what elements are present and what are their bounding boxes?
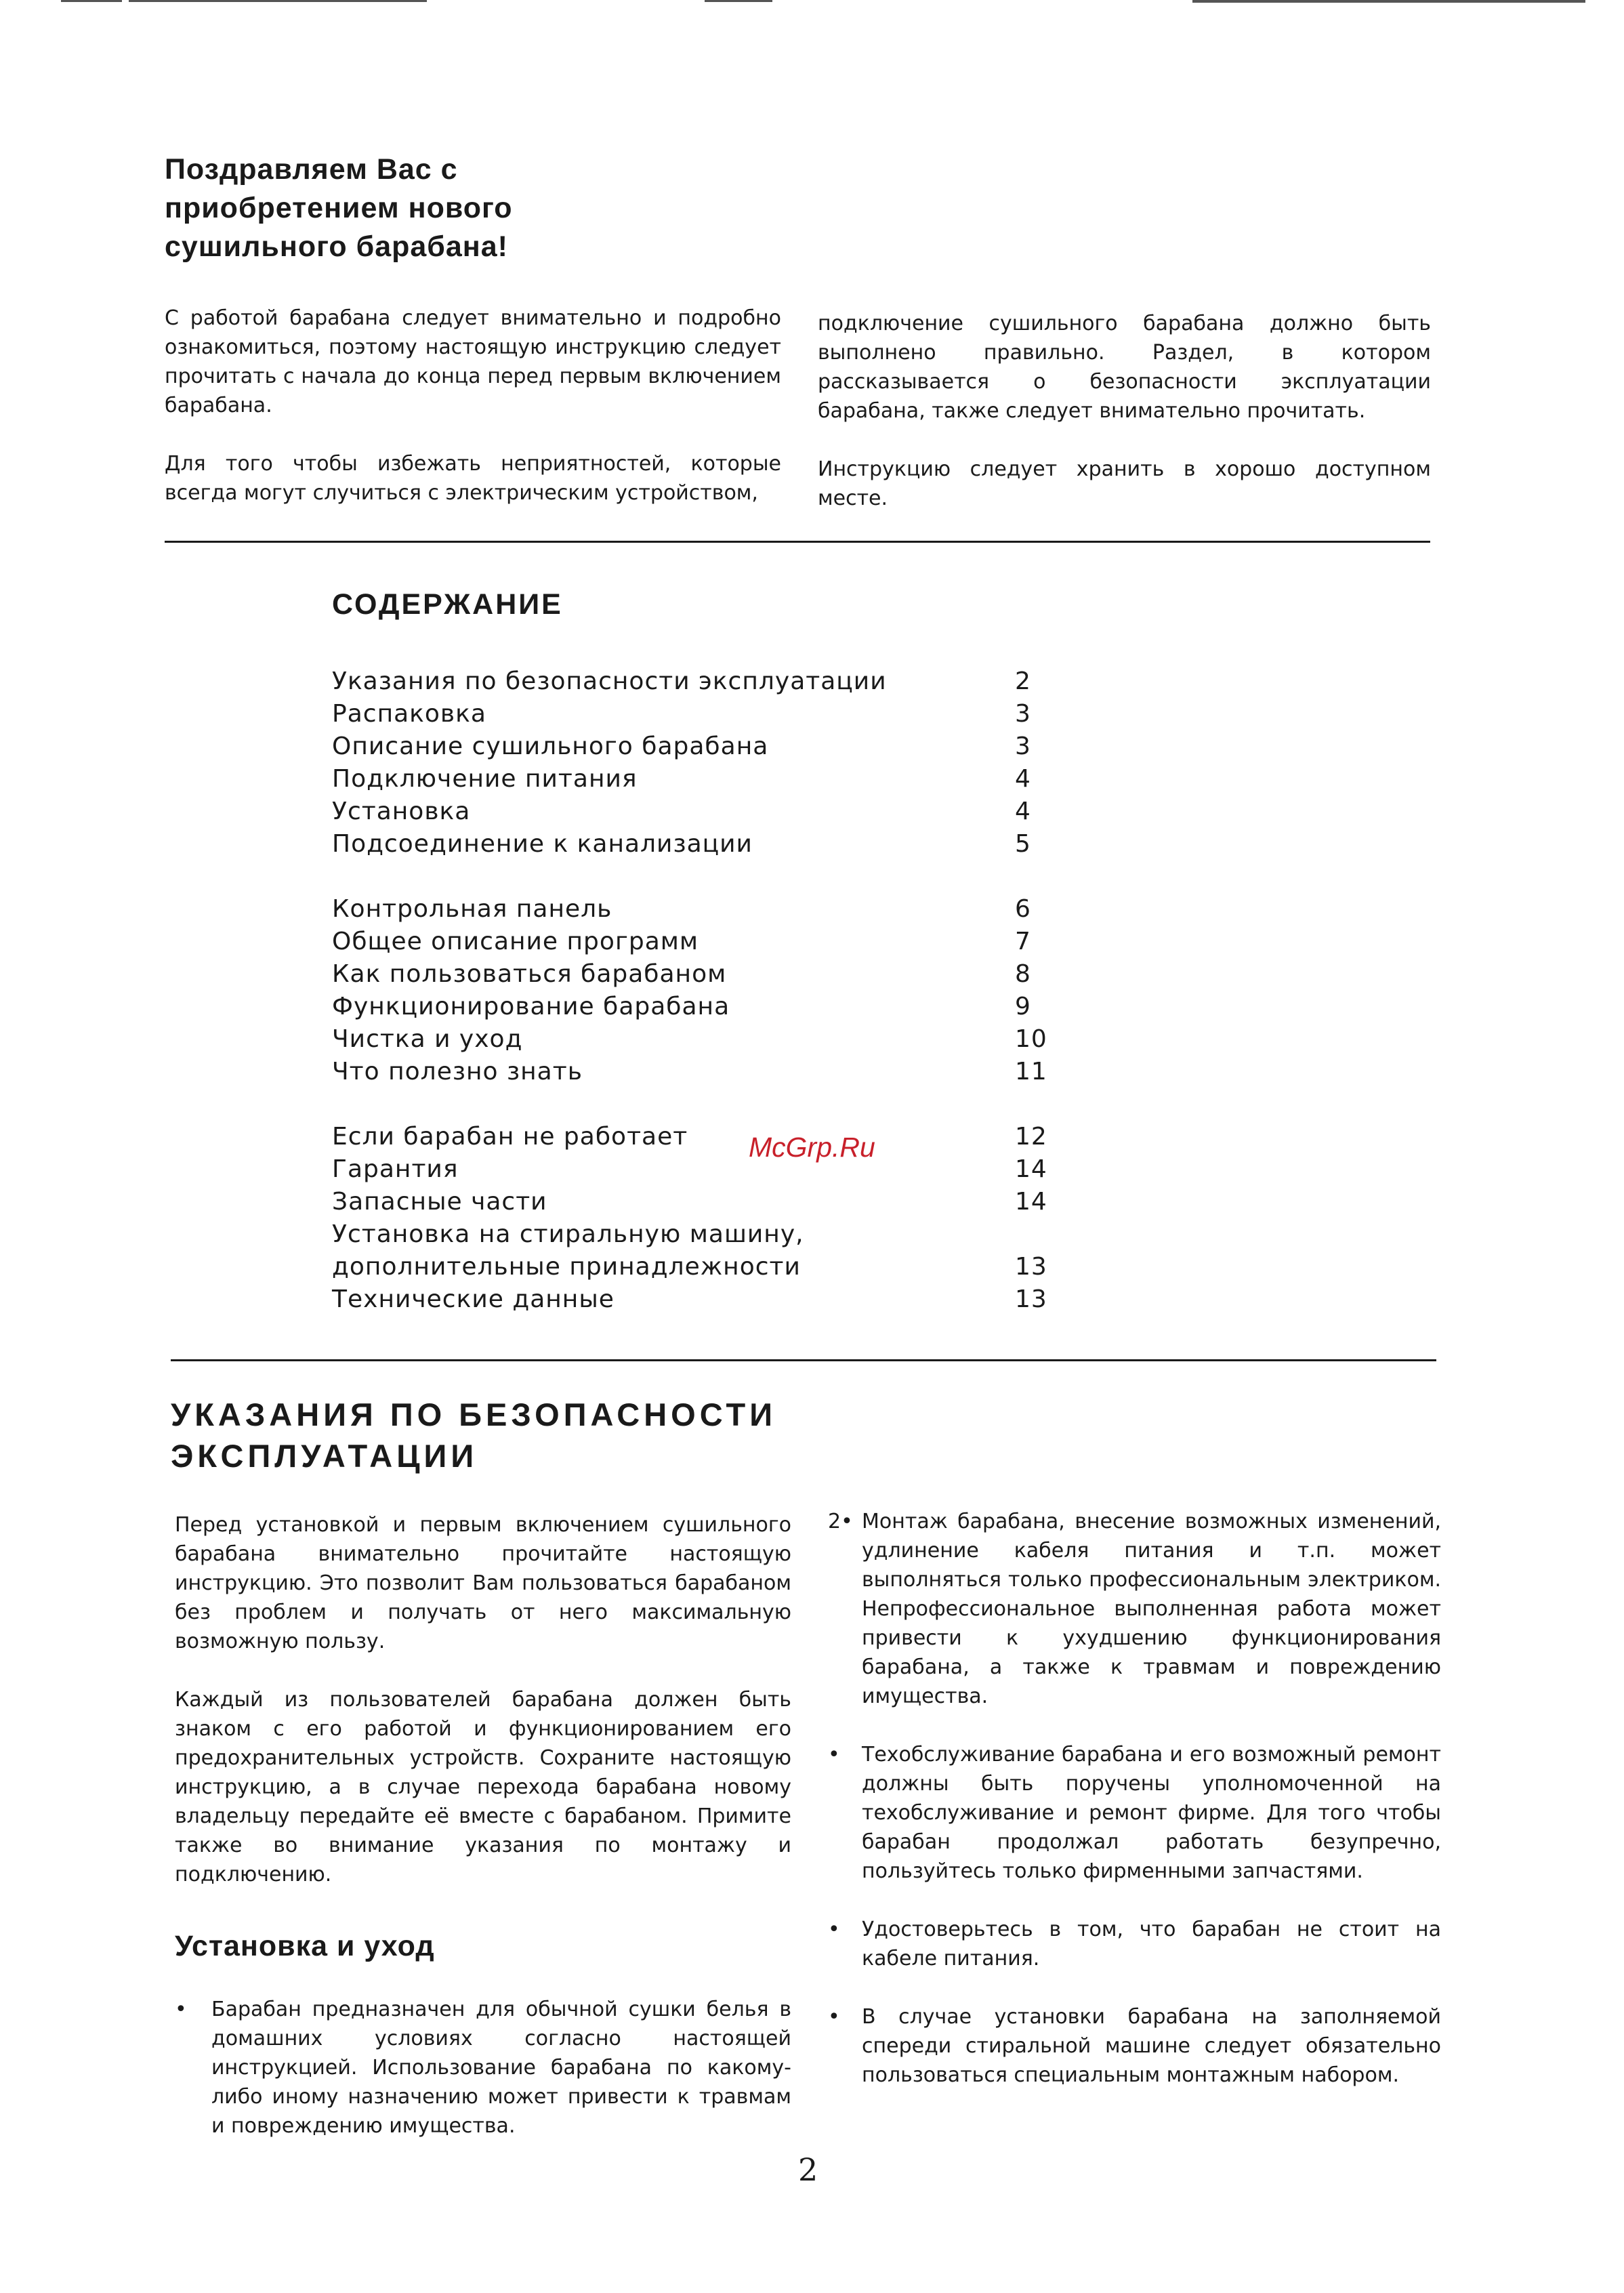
toc-item [332, 1056, 1077, 1088]
toc-item [332, 893, 1077, 926]
toc-item [332, 1251, 1077, 1283]
safety-heading: УКАЗАНИЯ ПО БЕЗОПАСНОСТИ ЭКСПЛУАТАЦИИ [171, 1397, 776, 1474]
toc-item-page: 12 [1015, 1123, 1047, 1151]
toc-item-title: Запасные части [332, 1188, 547, 1216]
toc-item-page: 9 [1015, 993, 1031, 1020]
toc-item-page: 14 [1015, 1188, 1047, 1216]
intro-paragraph: Инструкцию следует хранить в хорошо доступном месте. [818, 457, 1431, 510]
bullet-text: Барабан предназначен для обычной сушки белья в домашних условиях согласно настоящей инструкцией. Использование барабана по какому-либо иному назначению может привести к травмам и повреждению имущества. [211, 1998, 791, 2138]
toc-item-page: 13 [1015, 1285, 1047, 1313]
toc-item [332, 926, 1077, 958]
toc-item [332, 1283, 1077, 1316]
toc-heading: СОДЕРЖАНИЕ [332, 588, 563, 621]
toc-item [332, 1153, 1077, 1186]
watermark: McGrp.Ru [749, 1132, 875, 1163]
divider [171, 1359, 1436, 1361]
toc-item [332, 698, 1077, 730]
toc-item-title: Общее описание программ [332, 928, 699, 955]
bullet-icon: • [828, 2005, 840, 2029]
toc-item-title: Подсоединение к канализации [332, 830, 753, 858]
bullet-item [828, 1740, 1441, 1886]
bullet-text: Удостоверьтесь в том, что барабан не стоит на кабеле питания. [862, 1918, 1441, 1970]
intro-right-column [818, 309, 1431, 513]
toc-item-page: 3 [1015, 700, 1031, 728]
toc-item-title: Контрольная панель [332, 895, 612, 923]
bullet-icon: • [828, 1743, 840, 1767]
intro-paragraph: Для того чтобы избежать неприятностей, которые всегда могут случиться с электрическим устройством, [165, 452, 781, 505]
toc-item-page: 7 [1015, 928, 1031, 955]
toc-item-title: Установка [332, 798, 471, 825]
divider [165, 541, 1430, 543]
bullet-text: Техобслуживание барабана и его возможный ремонт должны быть поручены уполномоченной на техобслуживание и ремонт фирме. Для того чтобы барабан продолжал работать безупречно, пользуйтесь только фирменными запчастями. [862, 1743, 1441, 1883]
toc-item-page: 6 [1015, 895, 1031, 923]
toc-item-title: Если барабан не работает [332, 1123, 688, 1151]
toc-item [332, 763, 1077, 796]
safety-left-column [175, 1510, 791, 1889]
toc-item-title: Что полезно знать [332, 1058, 583, 1086]
toc-item [332, 1186, 1077, 1218]
toc-item-page: 8 [1015, 960, 1031, 988]
toc-item-title: Технические данные [332, 1285, 615, 1313]
toc-item-title: Установка на стиральную машину, [332, 1220, 804, 1248]
toc-item-page: 14 [1015, 1155, 1047, 1183]
toc-item [332, 958, 1077, 991]
toc-item-page: 10 [1015, 1025, 1047, 1053]
bullet-item [828, 2002, 1441, 2090]
toc-item-title: Указания по безопасности эксплуатации [332, 667, 887, 695]
toc-item-page: 11 [1015, 1058, 1047, 1086]
toc-item [332, 730, 1077, 763]
page-number: 2 [798, 2151, 818, 2188]
toc-item-page: 3 [1015, 732, 1031, 760]
toc-item-title: Чистка и уход [332, 1025, 523, 1053]
toc-item [332, 665, 1077, 698]
toc-item-title: Как пользоваться барабаном [332, 960, 727, 988]
safety-paragraph: Каждый из пользователей барабана должен быть знаком с его работой и функционированием его предохранительных устройств. Сохраните настоящую инструкцию, а в случае перехода барабана новому владельцу передайте её вместе с барабаном. Примите также во внимание указания по монтажу и подключению. [175, 1688, 791, 1886]
intro-left-column [165, 304, 781, 508]
safety-paragraph: Перед установкой и первым включением сушильного барабана внимательно прочитайте настоящую инструкцию. Это позволит Вам пользоваться барабаном без проблем и получать от него максимальную возможную пользу. [175, 1513, 791, 1653]
intro-paragraph: подключение сушильного барабана должно быть выполнено правильно. Раздел, в котором рассказывается о безопасности эксплуатации барабана, также следует внимательно прочитать. [818, 312, 1431, 423]
scan-artifact [129, 0, 427, 2]
bullet-item [828, 1915, 1441, 1973]
bullet-item [175, 1995, 791, 2141]
toc-item-title: Функционирование барабана [332, 993, 730, 1020]
toc-item-page: 2 [1015, 667, 1031, 695]
toc-item-page: 5 [1015, 830, 1031, 858]
bullet-text: В случае установки барабана на заполняемой спереди стиральной машине следует обязательно пользоваться специальным монтажным набором. [862, 2005, 1441, 2087]
toc-item-page: 4 [1015, 765, 1031, 793]
scan-artifact [705, 0, 772, 2]
toc-item [332, 1218, 1077, 1251]
congrats-heading: Поздравляем Вас с приобретением нового сушильного барабана! [165, 153, 513, 263]
toc-item [332, 1023, 1077, 1056]
bullet-icon: • [828, 1918, 840, 1941]
toc-item-title: дополнительные принадлежности [332, 1253, 801, 1281]
bullet-text: Монтаж барабана, внесение возможных изменений, удлинение кабеля питания и т.п. может выполняться только профессиональным электриком. Непрофессиональное выполненная работа может привести к ухудшению функционирования барабана, а также к травмам и повреждению имущества. [862, 1510, 1441, 1708]
toc-item-page: 4 [1015, 798, 1031, 825]
numbered-item [828, 1507, 1441, 1711]
scan-artifact [61, 0, 122, 2]
bullet-icon: • [175, 1998, 187, 2021]
toc-item [332, 828, 1077, 861]
scan-artifact [1192, 0, 1585, 3]
intro-paragraph: С работой барабана следует внимательно и подробно ознакомиться, поэтому настоящую инструкцию следует прочитать с начала до конца перед первым включением барабана. [165, 306, 781, 417]
toc-item-title: Подключение питания [332, 765, 638, 793]
toc-item-title: Распаковка [332, 700, 486, 728]
toc-item-page: 13 [1015, 1253, 1047, 1281]
toc-item [332, 991, 1077, 1023]
toc-item [332, 796, 1077, 828]
install-heading: Установка и уход [175, 1930, 435, 1962]
toc-item-title: Гарантия [332, 1155, 459, 1183]
item-number: 2• [828, 1510, 853, 1533]
toc-item [332, 1121, 1077, 1153]
toc-item-title: Описание сушильного барабана [332, 732, 769, 760]
